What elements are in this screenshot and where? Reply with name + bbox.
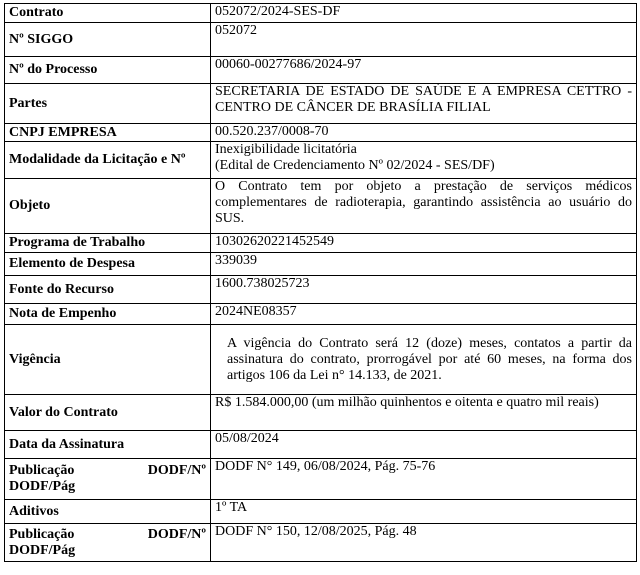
label-fonte: Fonte do Recurso xyxy=(5,276,211,304)
value-siggo: 052072 xyxy=(211,23,637,57)
value-cnpj: 00.520.237/0008-70 xyxy=(211,124,637,142)
row-siggo xyxy=(5,23,637,57)
publicacao-1-dodf-no: DODF/Nº xyxy=(147,463,206,478)
value-empenho: 2024NE08357 xyxy=(211,304,637,325)
label-programa: Programa de Trabalho xyxy=(5,234,211,253)
row-partes xyxy=(5,84,637,124)
label-valor: Valor do Contrato xyxy=(5,395,211,431)
label-aditivos: Aditivos xyxy=(5,500,211,524)
label-contrato: Contrato xyxy=(5,4,211,23)
publicacao-2-line xyxy=(9,527,206,543)
value-publicacao-2: DODF N° 150, 12/08/2025, Pág. 48 xyxy=(211,524,637,562)
label-assinatura: Data da Assinatura xyxy=(5,431,211,459)
label-processo: Nº do Processo xyxy=(5,57,211,84)
value-assinatura: 05/08/2024 xyxy=(211,431,637,459)
value-fonte: 1600.738025723 xyxy=(211,276,637,304)
label-cnpj: CNPJ EMPRESA xyxy=(5,124,211,142)
row-modalidade xyxy=(5,142,637,179)
publicacao-2-dodf-no: DODF/Nº xyxy=(147,526,206,542)
row-empenho xyxy=(5,304,637,325)
row-publicacao-1 xyxy=(5,459,637,500)
value-publicacao-1: DODF N° 149, 06/08/2024, Pág. 75-76 xyxy=(211,459,637,500)
label-vigencia: Vigência xyxy=(5,325,211,395)
row-valor xyxy=(5,395,637,431)
row-objeto xyxy=(5,179,637,234)
publicacao-1-line xyxy=(9,463,206,479)
row-elemento xyxy=(5,253,637,276)
publicacao-1-word: Publicação xyxy=(9,463,75,478)
row-publicacao-2 xyxy=(5,524,637,562)
label-siggo: Nº SIGGO xyxy=(5,23,211,57)
row-processo xyxy=(5,57,637,84)
label-publicacao-1 xyxy=(5,459,211,500)
value-modalidade xyxy=(211,142,637,179)
value-aditivos: 1º TA xyxy=(211,500,637,524)
label-objeto: Objeto xyxy=(5,179,211,234)
row-contrato xyxy=(5,4,637,23)
label-publicacao-2 xyxy=(5,524,211,562)
value-elemento: 339039 xyxy=(211,253,637,276)
publicacao-2-word: Publicação xyxy=(9,526,75,542)
publicacao-1-dodf-pag: DODF/Pág xyxy=(9,479,76,494)
value-processo: 00060-00277686/2024-97 xyxy=(211,57,637,84)
row-programa xyxy=(5,234,637,253)
value-vigencia: A vigência do Contrato será 12 (doze) meses, contatos a partir da assinatura do contrato, prorrogável por até 60 meses, na forma dos artigos 106 da Lei n° 14.133, de 2021. xyxy=(211,325,637,395)
label-elemento: Elemento de Despesa xyxy=(5,253,211,276)
row-aditivos xyxy=(5,500,637,524)
modalidade-type: Inexigibilidade licitatória xyxy=(215,142,357,157)
value-partes: SECRETARIA DE ESTADO DE SAÚDE E A EMPRESA CETTRO - CENTRO DE CÂNCER DE BRASÍLIA FILIAL xyxy=(211,84,637,124)
value-contrato: 052072/2024-SES-DF xyxy=(211,4,637,23)
value-programa: 10302620221452549 xyxy=(211,234,637,253)
publicacao-2-dodf-pag: DODF/Pág xyxy=(9,542,76,558)
row-fonte xyxy=(5,276,637,304)
row-assinatura xyxy=(5,431,637,459)
label-partes: Partes xyxy=(5,84,211,124)
label-modalidade: Modalidade da Licitação e Nº xyxy=(5,142,211,179)
label-empenho: Nota de Empenho xyxy=(5,304,211,325)
row-vigencia xyxy=(5,325,637,395)
modalidade-edital: (Edital de Credenciamento Nº 02/2024 - SES/DF) xyxy=(215,158,495,173)
row-cnpj xyxy=(5,124,637,142)
value-objeto: O Contrato tem por objeto a prestação de serviços médicos complementares de radioterapia, garantindo assistência ao usuário do SUS. xyxy=(211,179,637,234)
value-valor: R$ 1.584.000,00 (um milhão quinhentos e oitenta e quatro mil reais) xyxy=(211,395,637,431)
contract-summary-table xyxy=(4,3,637,562)
